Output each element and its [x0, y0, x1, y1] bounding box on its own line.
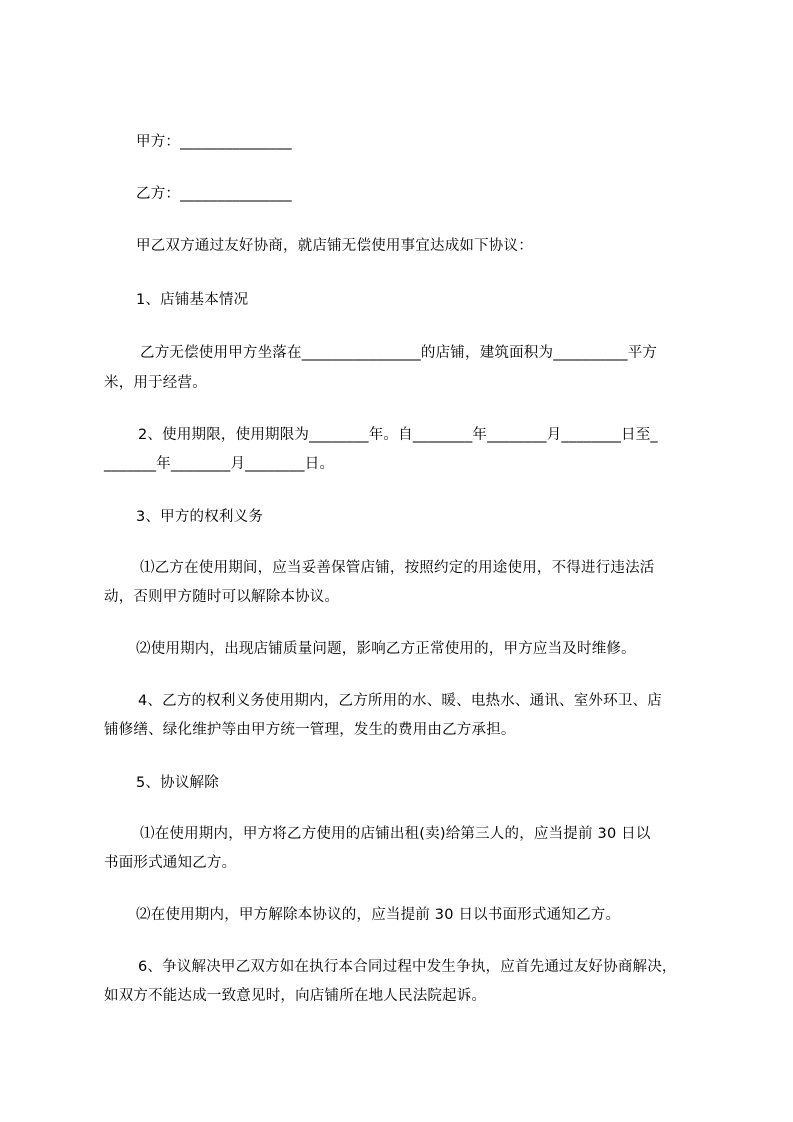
intro-paragraph: 甲乙双方通过友好协商，就店铺无偿使用事宜达成如下协议： [136, 238, 533, 254]
section-5-para-2: ⑵在使用期内，甲方解除本协议的，应当提前 30 日以书面形式通知乙方。 [136, 907, 621, 923]
section-4-line-1: 4、乙方的权利义务使用期内，乙方所用的水、暖、电热水、通讯、室外环卫、店 [138, 693, 662, 709]
section-1-title: 1、店铺基本情况 [136, 292, 249, 308]
section-4-line-2: 铺修缮、绿化维护等由甲方统一管理，发生的费用由乙方承担。 [104, 722, 516, 738]
section-1-line-1: 乙方无偿使用甲方坐落在________________的店铺，建筑面积为__________平方 [140, 345, 658, 361]
section-6-line-2: 如双方不能达成一致意见时，向店铺所在地人民法院起诉。 [104, 988, 487, 1004]
section-2-line-2: _______年________月________日。 [104, 456, 335, 472]
section-3-para-2: ⑵使用期内，出现店铺质量问题，影响乙方正常使用的，甲方应当及时维修。 [136, 641, 636, 657]
party-b-line: 乙方：_______________ [136, 186, 292, 202]
section-6-line-1: 6、争议解决甲乙双方如在执行本合同过程中发生争执，应首先通过友好协商解决， [138, 959, 677, 975]
section-5-para-1-line-1: ⑴在使用期内，甲方将乙方使用的店铺出租(卖)给第三人的，应当提前 30 日以 [140, 826, 651, 842]
section-5-para-1-line-2: 书面形式通知乙方。 [104, 855, 237, 871]
section-1-line-2: 米，用于经营。 [104, 375, 207, 391]
party-a-line: 甲方：_______________ [136, 134, 292, 150]
section-3-para-1-line-2: 动，否则甲方随时可以解除本协议。 [104, 589, 340, 605]
section-3-para-1-line-1: ⑴乙方在使用期间，应当妥善保管店铺，按照约定的用途使用，不得进行违法活 [140, 560, 655, 576]
section-3-title: 3、甲方的权利义务 [136, 509, 264, 525]
section-2-line-1: 2、使用期限，使用期限为________年。自________年________月________日至_ [138, 427, 658, 443]
section-5-title: 5、协议解除 [136, 775, 219, 791]
